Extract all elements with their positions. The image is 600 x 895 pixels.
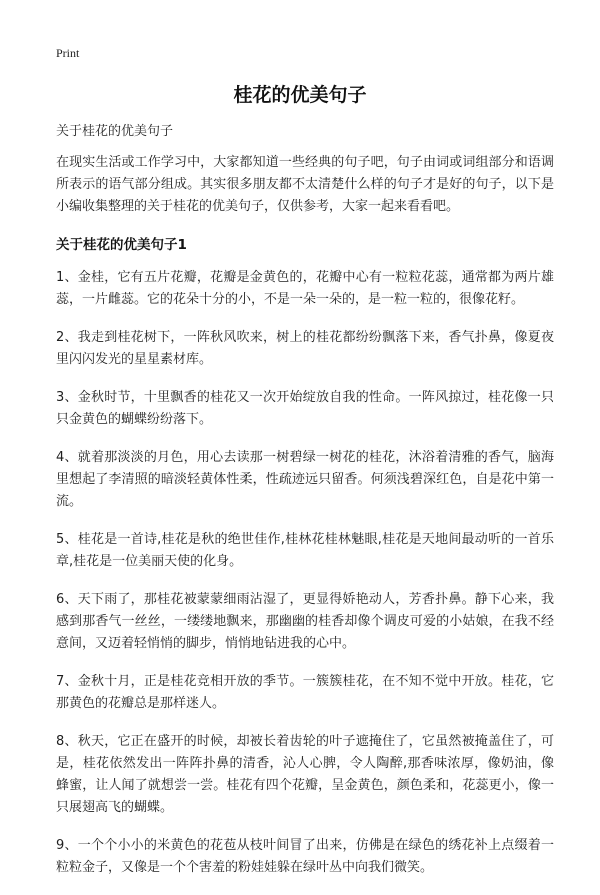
list-item: 8、秋天，它正在盛开的时候，却被长着齿轮的叶子遮掩住了，它虽然被掩盖住了，可是，桂花依然发出一阵阵扑鼻的清香，沁人心脾，令人陶醉,那香味浓厚，像奶油，像蜂蜜，让人闻了就想尝一尝。桂花有四个花瓣，呈金黄色，颜色柔和，花蕊更小，像一只展翅高飞的蝴蝶。 [56,734,554,815]
list-item: 1、金桂，它有五片花瓣，花瓣是金黄色的，花瓣中心有一粒粒花蕊，通常都为两片雄蕊，一片雌蕊。它的花朵十分的小，不是一朵一朵的，是一粒一粒的，很像花籽。 [56,270,554,307]
article-body [56,121,554,895]
list-item: 6、天下雨了，那桂花被蒙蒙细雨沾湿了，更显得娇艳动人，芳香扑鼻。静下心来，我感到那香气一丝丝，一缕缕地飘来，那幽幽的桂香却像个调皮可爱的小姑娘，在我不经意间，又迈着轻悄悄的脚步，悄悄地钻进我的心中。 [56,592,554,651]
list-item: 5、桂花是一首诗,桂花是秋的绝世佳作,桂林花桂林魅眼,桂花是天地间最动听的一首乐章,桂花是一位美丽天使的化身。 [56,532,554,569]
list-item: 4、就着那淡淡的月色，用心去读那一树碧绿一树花的桂花，沐浴着清雅的香气，脑海里想起了李清照的暗淡轻黄体性柔，性疏迹远只留香。何须浅碧深红色，自是花中第一流。 [56,450,554,509]
section-heading: 关于桂花的优美句子1 [56,237,187,253]
list-item: 7、金秋十月，正是桂花竞相开放的季节。一簇簇桂花，在不知不觉中开放。桂花，它那黄色的花瓣总是那样迷人。 [56,674,554,711]
list-item: 2、我走到桂花树下，一阵秋风吹来，树上的桂花都纷纷飘落下来，香气扑鼻，像夏夜里闪闪发光的星星素材库。 [56,330,554,367]
intro-paragraph: 在现实生活或工作学习中，大家都知道一些经典的句子吧，句子由词或词组部分和语调所表示的语气部分组成。其实很多朋友都不太清楚什么样的句子才是好的句子，以下是小编收集整理的关于桂花的优美句子，仅供参考，大家一起来看看吧。 [56,155,554,214]
print-label: Print [56,46,80,60]
page-title: 桂花的优美句子 [233,84,367,106]
list-item: 3、金秋时节，十里飘香的桂花又一次开始绽放自我的性命。一阵风掠过，桂花像一只只金黄色的蝴蝶纷纷落下。 [56,390,554,427]
list-item: 9、一个个小小的米黄色的花苞从枝叶间冒了出来，仿佛是在绿色的绣花补上点缀着一粒粒金子，又像是一个个害羞的粉娃娃躲在绿叶丛中向我们微笑。 [56,838,554,875]
article-subtitle: 关于桂花的优美句子 [56,124,174,139]
